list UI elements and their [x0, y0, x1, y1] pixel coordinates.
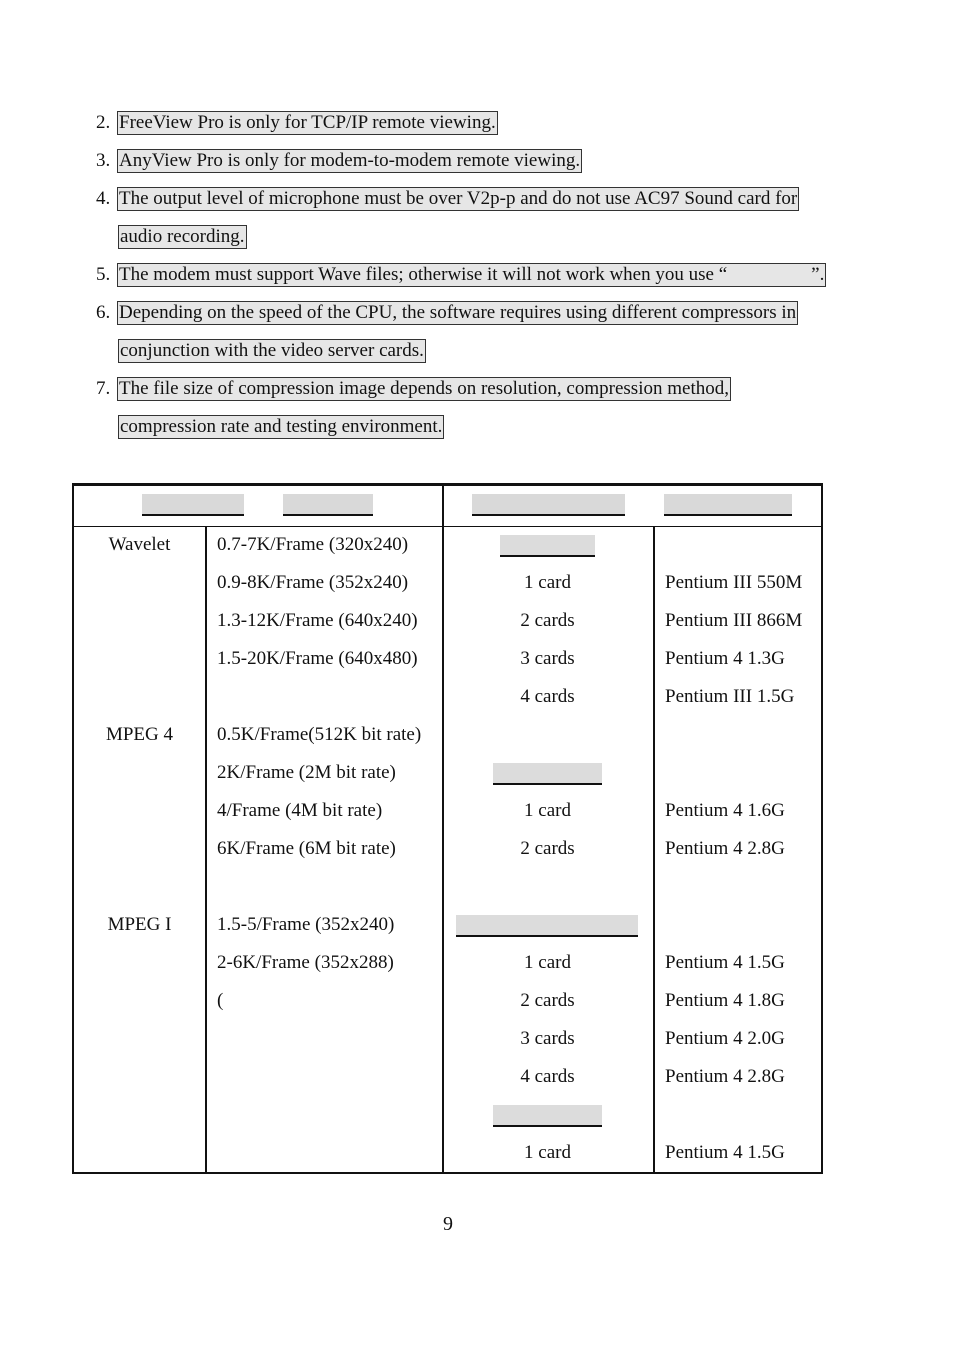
table-cell-cpu: Pentium III 550M — [665, 572, 803, 593]
table-cell-size: 1.3-12K/Frame (640x240) — [217, 610, 418, 631]
table-cell-method — [74, 836, 205, 862]
table-cell-cpu: Pentium 4 1.3G — [665, 648, 785, 669]
note-item-7-continued — [118, 414, 444, 440]
table-cell-cards: 3 cards — [520, 1028, 575, 1049]
column-divider — [205, 526, 207, 1172]
table-cell-size — [217, 874, 447, 900]
note-text: Depending on the speed of the CPU, the software requires using different compressors in — [119, 302, 797, 323]
note-item-2 — [96, 110, 498, 136]
note-item-7 — [96, 376, 731, 402]
table-cell-cards — [442, 532, 653, 558]
table-cell-method: MPEG 4 — [105, 724, 174, 745]
table-cell-cards: 2 cards — [520, 610, 575, 631]
table-cell-size: 0.9-8K/Frame (352x240) — [217, 572, 409, 593]
table-cell-size: 0.7-7K/Frame (320x240) — [217, 534, 409, 555]
note-text: AnyView Pro is only for modem-to-modem remote viewing. — [119, 150, 581, 171]
table-cell-method — [74, 798, 205, 824]
table-cell-size — [217, 1064, 447, 1090]
table-cell-cards — [442, 760, 653, 786]
table-cell-cpu: Pentium 4 1.8G — [665, 990, 785, 1011]
table-cell-cpu: Pentium III 1.5G — [665, 686, 795, 707]
table-cell-method: Wavelet — [108, 534, 171, 555]
compression-table — [72, 483, 823, 1174]
table-cell-cards: 4 cards — [520, 1066, 575, 1087]
note-text: audio recording. — [120, 226, 245, 247]
table-cell-method — [74, 646, 205, 672]
note-text: The modem must support Wave files; otherwise it will not work when you use “ ”. — [119, 264, 825, 285]
table-cell-cpu: Pentium 4 1.5G — [665, 1142, 785, 1163]
table-cell-cards: 1 card — [524, 952, 571, 973]
table-cell-cards — [442, 912, 653, 938]
table-cell-size: ( — [217, 990, 224, 1011]
note-number: 2. — [96, 112, 111, 133]
header-method-redacted — [142, 494, 244, 516]
table-cell-method — [74, 1026, 205, 1052]
table-cell-cpu — [665, 874, 825, 900]
table-cell-cpu: Pentium III 866M — [665, 610, 803, 631]
table-cell-cards: 1 card — [524, 1142, 571, 1163]
table-cell-cpu: Pentium 4 2.8G — [665, 838, 785, 859]
header-size-redacted — [283, 494, 373, 516]
table-cell-cpu — [665, 1102, 825, 1128]
table-cell-size — [217, 1140, 447, 1166]
note-text: compression rate and testing environment. — [120, 416, 443, 437]
table-cell-cpu — [665, 532, 825, 558]
table-cell-cards — [442, 874, 653, 900]
note-text: The file size of compression image depends on resolution, compression method, — [119, 378, 729, 399]
table-cell-size: 2K/Frame (2M bit rate) — [217, 762, 396, 783]
table-cell-cards: 3 cards — [520, 648, 575, 669]
column-divider — [653, 526, 655, 1172]
note-item-6 — [96, 300, 798, 326]
table-cell-method — [74, 1102, 205, 1128]
table-cell-cpu — [665, 912, 825, 938]
table-cell-size — [217, 1102, 447, 1128]
table-cell-cpu: Pentium 4 1.5G — [665, 952, 785, 973]
table-cell-method — [74, 988, 205, 1014]
table-cell-cards: 1 card — [524, 800, 571, 821]
note-number: 3. — [96, 150, 111, 171]
table-cell-method — [74, 760, 205, 786]
table-cell-cards: 1 card — [524, 572, 571, 593]
note-item-4 — [96, 186, 799, 212]
header-cpu-redacted — [664, 494, 792, 516]
header-cards-redacted — [472, 494, 625, 516]
note-text: FreeView Pro is only for TCP/IP remote viewing. — [119, 112, 496, 133]
page-number: 9 — [443, 1213, 453, 1235]
table-cell-cpu — [665, 722, 825, 748]
table-cell-cards — [442, 1102, 653, 1128]
table-cell-method — [74, 1140, 205, 1166]
table-cell-cpu: Pentium 4 2.8G — [665, 1066, 785, 1087]
table-cell-method: MPEG I — [107, 914, 172, 935]
table-cell-cards: 4 cards — [520, 686, 575, 707]
note-number: 4. — [96, 188, 111, 209]
table-cell-method — [74, 874, 205, 900]
table-cell-cards: 2 cards — [520, 838, 575, 859]
table-cell-size — [217, 1026, 447, 1052]
table-cell-method — [74, 950, 205, 976]
table-cell-size: 6K/Frame (6M bit rate) — [217, 838, 396, 859]
note-item-3 — [96, 148, 582, 174]
table-cell-size: 4/Frame (4M bit rate) — [217, 800, 383, 821]
table-cell-method — [74, 608, 205, 634]
table-cell-cpu: Pentium 4 1.6G — [665, 800, 785, 821]
table-cell-cards — [442, 722, 653, 748]
table-cell-size: 0.5K/Frame(512K bit rate) — [217, 724, 422, 745]
table-cell-size: 1.5-5/Frame (352x240) — [217, 914, 395, 935]
table-cell-size: 2-6K/Frame (352x288) — [217, 952, 394, 973]
table-cell-method — [74, 1064, 205, 1090]
header-separator — [74, 526, 821, 527]
note-text: conjunction with the video server cards. — [120, 340, 424, 361]
note-item-6-continued — [118, 338, 426, 364]
note-number: 7. — [96, 378, 111, 399]
table-cell-cpu — [665, 760, 825, 786]
note-item-5 — [96, 262, 826, 288]
note-item-4-continued — [118, 224, 247, 250]
note-number: 5. — [96, 264, 111, 285]
note-text: The output level of microphone must be over V2p-p and do not use AC97 Sound card for — [119, 188, 798, 209]
table-cell-size — [217, 684, 447, 710]
table-cell-cpu: Pentium 4 2.0G — [665, 1028, 785, 1049]
table-cell-size: 1.5-20K/Frame (640x480) — [217, 648, 418, 669]
note-number: 6. — [96, 302, 111, 323]
table-cell-method — [74, 684, 205, 710]
table-cell-method — [74, 570, 205, 596]
table-cell-cards: 2 cards — [520, 990, 575, 1011]
